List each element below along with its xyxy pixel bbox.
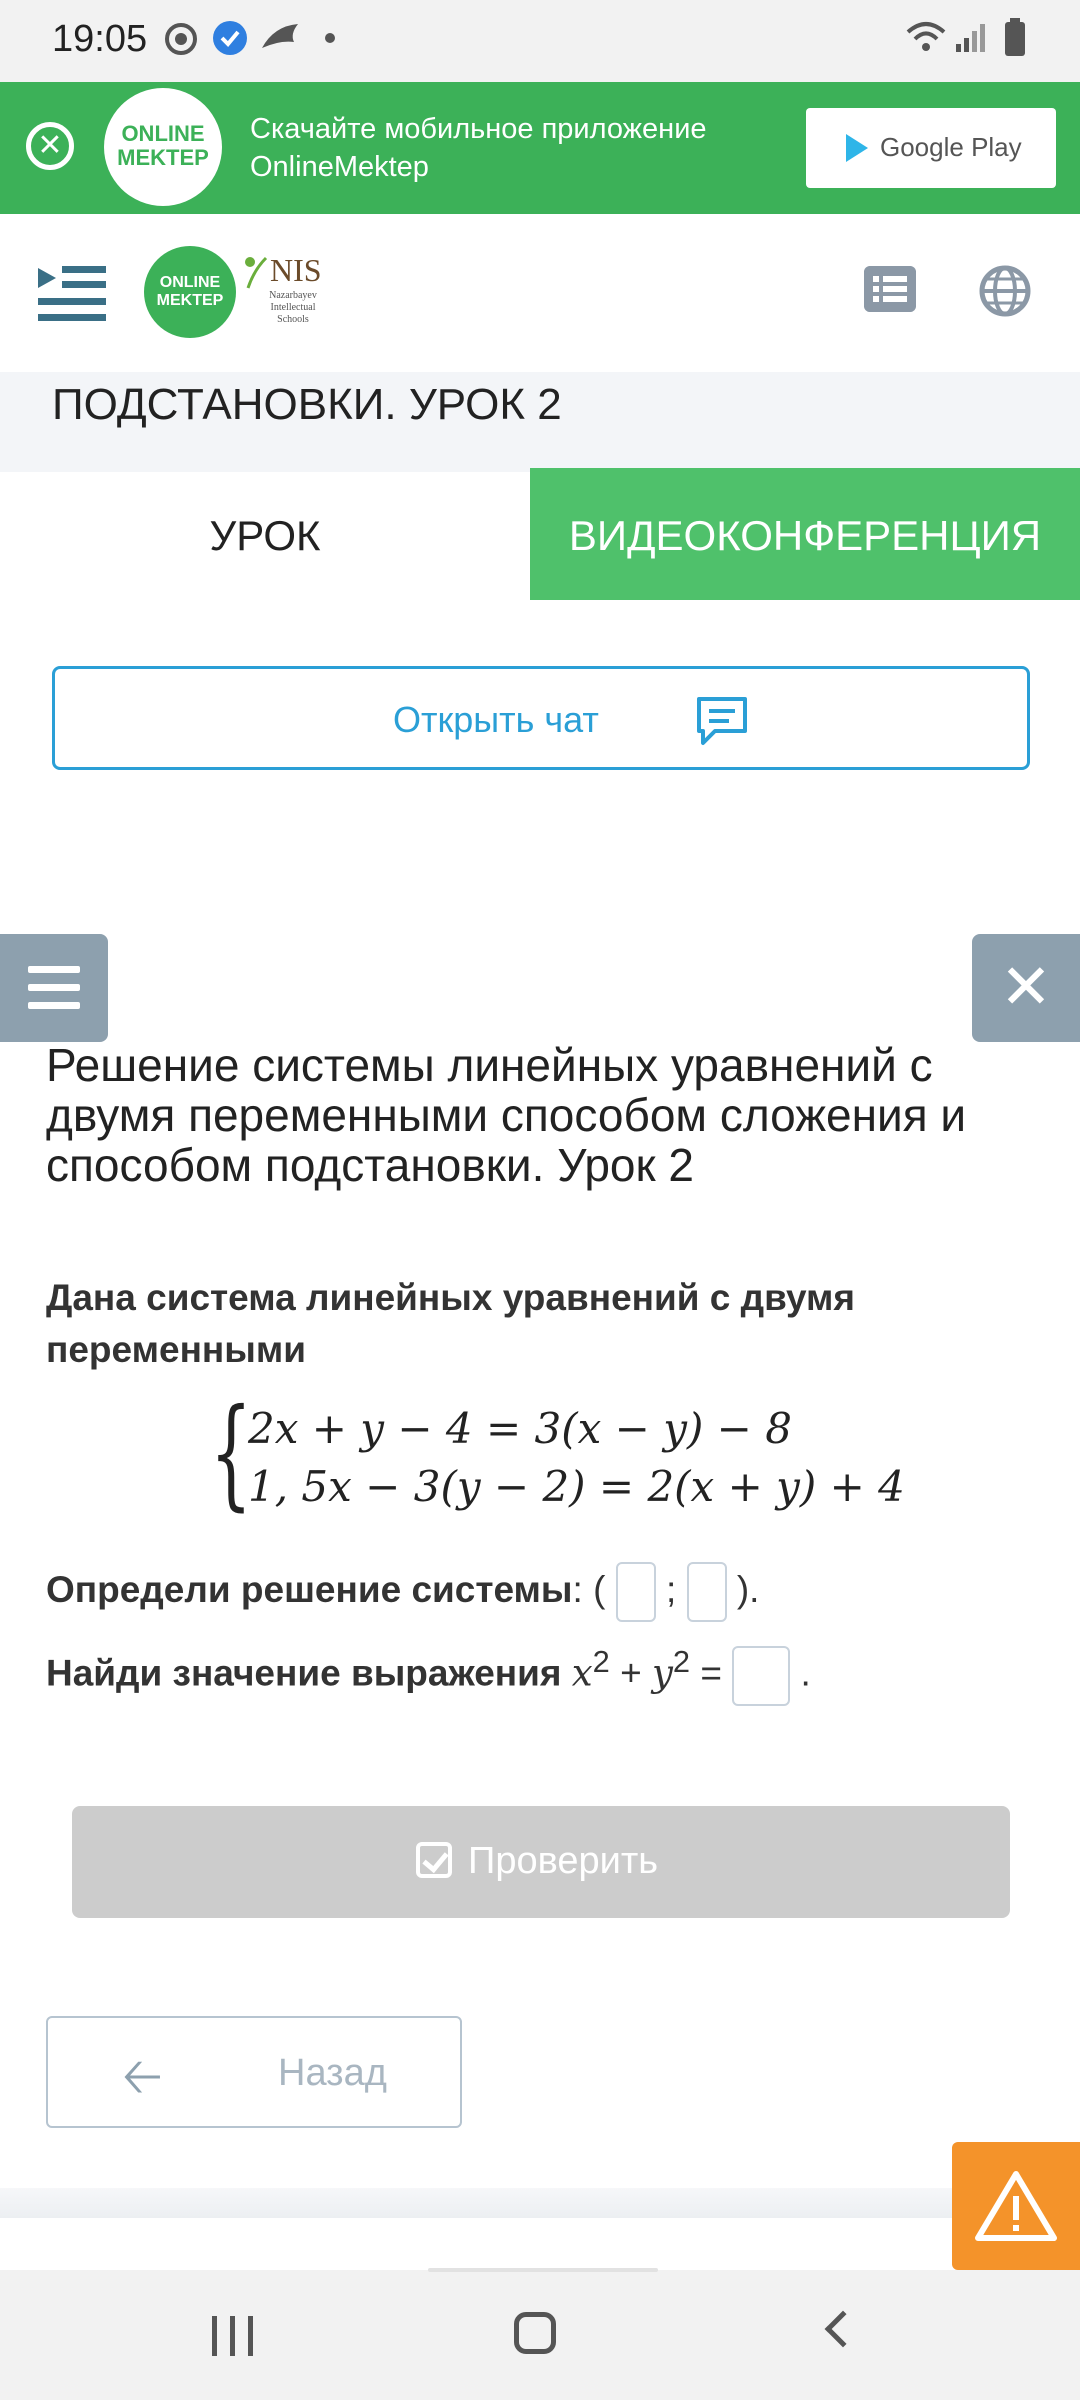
status-bar <box>0 0 1080 82</box>
tab-lesson-label: УРОК <box>209 512 321 559</box>
dot-icon <box>324 32 336 44</box>
question-1-open: ( <box>593 1568 606 1610</box>
lion-icon <box>164 22 198 56</box>
arrow-left-icon: 🡠 <box>122 2048 163 2104</box>
google-play-label: Google Play <box>880 132 1022 162</box>
banner-text-line2: OnlineMektep <box>250 151 429 183</box>
report-issue-button[interactable] <box>952 2142 1080 2270</box>
page-title: ПОДСТАНОВКИ. УРОК 2 <box>52 380 562 429</box>
equation-2: 1, 5x − 3(y − 2) = 2(x + y) + 4 <box>248 1462 905 1511</box>
status-time: 19:05 <box>52 18 148 60</box>
shield-check-icon <box>212 20 248 56</box>
back-label: Назад <box>278 2052 387 2094</box>
back-button[interactable] <box>46 2016 462 2128</box>
recents-icon[interactable] <box>212 2316 256 2356</box>
scroll-handle <box>428 2268 658 2272</box>
banner-text <box>250 110 770 186</box>
open-chat-label: Открыть чат <box>393 699 599 740</box>
question-1-label: Определи решение системы <box>46 1568 573 1610</box>
question-2-var-x: x <box>571 1651 593 1695</box>
nis-subtitle: Nazarbayev Intellectual Schools <box>269 290 317 325</box>
open-chat-button[interactable] <box>52 666 1030 770</box>
question-1-colon: : <box>572 1568 583 1610</box>
question-2-exponent-y: 2 <box>672 1644 691 1679</box>
check-button[interactable] <box>72 1806 1010 1918</box>
task-intro: Дана система линейных уравнений с двумя переменными <box>46 1277 855 1370</box>
answer-y-input[interactable] <box>687 1562 727 1622</box>
system-brace: { <box>210 1384 252 1523</box>
nis-leaf-icon <box>244 252 270 292</box>
side-menu-button[interactable] <box>0 934 108 1042</box>
question-2-exponent-x: 2 <box>592 1644 610 1679</box>
question-2 <box>46 1644 811 1706</box>
question-2-var-y: y <box>651 1651 673 1695</box>
header <box>0 214 1080 372</box>
list-icon[interactable] <box>864 266 916 312</box>
app-download-banner <box>0 82 1080 214</box>
nav-back-icon[interactable] <box>825 2311 862 2348</box>
google-play-icon <box>846 134 868 162</box>
online-mektep-logo: ONLINE MEKTEP <box>104 88 222 206</box>
tab-videoconference[interactable] <box>530 468 1080 600</box>
check-label: Проверить <box>468 1840 659 1882</box>
answer-x-input[interactable] <box>616 1562 656 1622</box>
tab-videoconference-label: ВИДЕОКОНФЕРЕНЦИЯ <box>568 512 1042 559</box>
battery-icon <box>1004 18 1026 58</box>
hamburger-icon <box>28 966 80 973</box>
globe-icon[interactable] <box>978 264 1032 318</box>
question-1-separator: ; <box>665 1568 677 1610</box>
menu-toggle-icon[interactable] <box>38 262 106 324</box>
system-navigation-bar <box>0 2270 1080 2400</box>
answer-sum-input[interactable] <box>732 1646 790 1706</box>
bird-icon <box>260 20 300 56</box>
question-2-plus: + <box>620 1652 642 1694</box>
wifi-icon <box>906 20 946 54</box>
question-2-end: . <box>800 1652 811 1694</box>
side-close-button[interactable] <box>972 934 1080 1042</box>
nis-title: NIS <box>270 252 322 288</box>
question-1 <box>46 1562 759 1622</box>
checkbox-check-icon <box>416 1842 452 1878</box>
lesson-title-bar <box>0 372 1080 472</box>
close-icon: ✕ <box>1000 953 1052 1022</box>
task-title: Решение системы линейных уравнений с двумя переменными способом сложения и способом подстановки. Урок 2 <box>46 1039 967 1191</box>
online-mektep-header-logo[interactable]: ONLINE MEKTEP <box>144 246 236 338</box>
content-bottom-divider <box>0 2188 952 2218</box>
chat-icon <box>695 695 749 749</box>
question-2-equals: = <box>700 1652 722 1694</box>
google-play-button[interactable] <box>806 108 1056 188</box>
close-banner-button[interactable]: ✕ <box>26 122 74 170</box>
home-icon[interactable] <box>514 2312 556 2354</box>
warning-icon <box>974 2168 1058 2242</box>
signal-icon <box>954 22 988 54</box>
question-1-close: ). <box>736 1568 760 1610</box>
equation-1: 2x + y − 4 = 3(x − y) − 8 <box>248 1404 792 1453</box>
question-2-label: Найди значение выражения <box>46 1652 562 1694</box>
nis-logo[interactable] <box>244 252 324 348</box>
banner-text-line1: Скачайте мобильное приложение <box>250 113 707 145</box>
tab-lesson[interactable] <box>0 472 530 600</box>
